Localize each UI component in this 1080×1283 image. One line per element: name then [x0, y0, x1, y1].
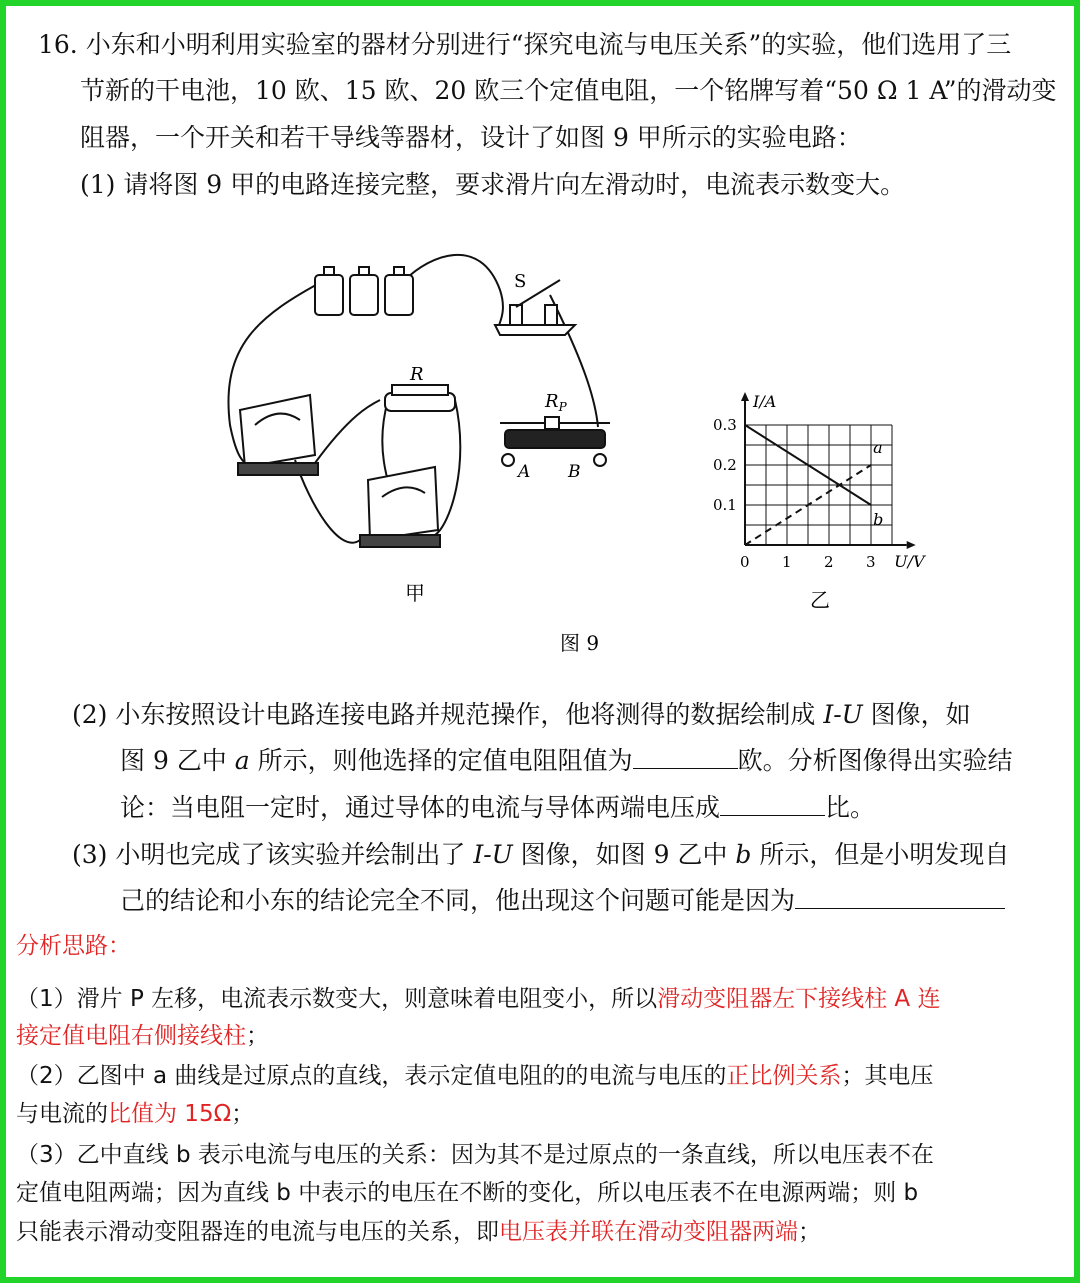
figure-9: [200, 235, 960, 665]
switch-label: S: [514, 271, 527, 292]
figure-caption: 图 9: [560, 631, 600, 655]
x-axis-arrow: [907, 541, 916, 549]
question-line-2: 节新的干电池，10 欧、15 欧、20 欧三个定值电阻，一个铭牌写着“50 Ω 1 A”的滑动变: [80, 76, 1057, 105]
y-axis-arrow: [741, 392, 749, 401]
terminal-b-label: B: [568, 462, 581, 482]
x-tick-label: 1: [782, 553, 792, 571]
question-part-2-line-2: 图 9 乙中 a 所示，则他选择的定值电阻阻值为 欧。分析图像得出实验结: [120, 746, 1013, 775]
y-tick-label: 0.1: [713, 496, 737, 514]
question-line-3: 阻器，一个开关和若干导线等器材，设计了如图 9 甲所示的实验电路：: [80, 123, 862, 152]
y-tick-label: 0.3: [713, 416, 737, 434]
x-tick-label: 2: [824, 553, 834, 571]
analysis-p3-line-3: 只能表示滑动变阻器连的电流与电压的关系，即电压表并联在滑动变阻器两端；: [16, 1219, 821, 1245]
y-axis-label: I/A: [753, 392, 777, 411]
question-part-3-line-2: 己的结论和小东的结论完全不同，他出现这个问题可能是因为: [120, 886, 1005, 916]
analysis-p2-line-1: （2）乙图中 a 曲线是过原点的直线，表示定值电阻的的电流与电压的正比例关系；其电压: [16, 1063, 934, 1089]
graph-label: 乙: [810, 588, 830, 612]
analysis-p2-line-2: 与电流的比值为 15Ω；: [16, 1101, 255, 1127]
curve-b-label: b: [873, 510, 884, 529]
analysis-heading: 分析思路：: [16, 933, 131, 959]
blank-relation[interactable]: [720, 793, 825, 816]
blank-reason[interactable]: [795, 886, 1005, 909]
rheostat-label: $R_P$: [545, 391, 567, 414]
question-part-2-line-3: 论：当电阻一定时，通过导体的电流与导体两端电压成 比。: [120, 793, 876, 822]
question-part-1: (1) 请将图 9 甲的电路连接完整，要求滑片向左滑动时，电流表示数变大。: [80, 170, 906, 199]
circuit-label: 甲: [405, 581, 425, 605]
blank-resistance[interactable]: [633, 746, 738, 769]
x-tick-label: 0: [740, 553, 750, 571]
switch-s: [495, 280, 575, 335]
battery-cells: [315, 267, 413, 315]
analysis-p1-line-1: （1）滑片 P 左移，电流表示数变大，则意味着电阻变小，所以滑动变阻器左下接线柱 A 连: [16, 986, 941, 1012]
curve-a-label: a: [873, 438, 883, 457]
question-part-3-line-1: (3) 小明也完成了该实验并绘制出了 I-U 图像，如图 9 乙中 b 所示，但是小明发现自: [72, 840, 1010, 869]
analysis-p1-line-2: 接定值电阻右侧接线柱；: [16, 1023, 269, 1049]
iu-graph: [713, 392, 926, 571]
x-axis-label: U/V: [894, 552, 925, 571]
question-part-2-line-1: (2) 小东按照设计电路连接电路并规范操作，他将测得的数据绘制成 I-U 图像，如: [72, 700, 971, 729]
resistor-label: R: [410, 364, 424, 385]
ammeter: [238, 395, 318, 475]
question-line-1: 16. 小东和小明利用实验室的器材分别进行“探究电流与电压关系”的实验，他们选用了三: [38, 30, 1012, 59]
resistor-r: [385, 385, 455, 411]
terminal-a-label: A: [518, 462, 531, 482]
analysis-p3-line-2: 定值电阻两端；因为直线 b 中表示的电压在不断的变化，所以电压表不在电源两端；则 b: [16, 1180, 919, 1206]
rheostat: [500, 417, 610, 466]
y-tick-label: 0.2: [713, 456, 737, 474]
voltmeter: [360, 467, 440, 547]
analysis-p3-line-1: （3）乙中直线 b 表示电流与电压的关系：因为其不是过原点的一条直线，所以电压表不在: [16, 1142, 934, 1168]
x-tick-label: 3: [866, 553, 876, 571]
